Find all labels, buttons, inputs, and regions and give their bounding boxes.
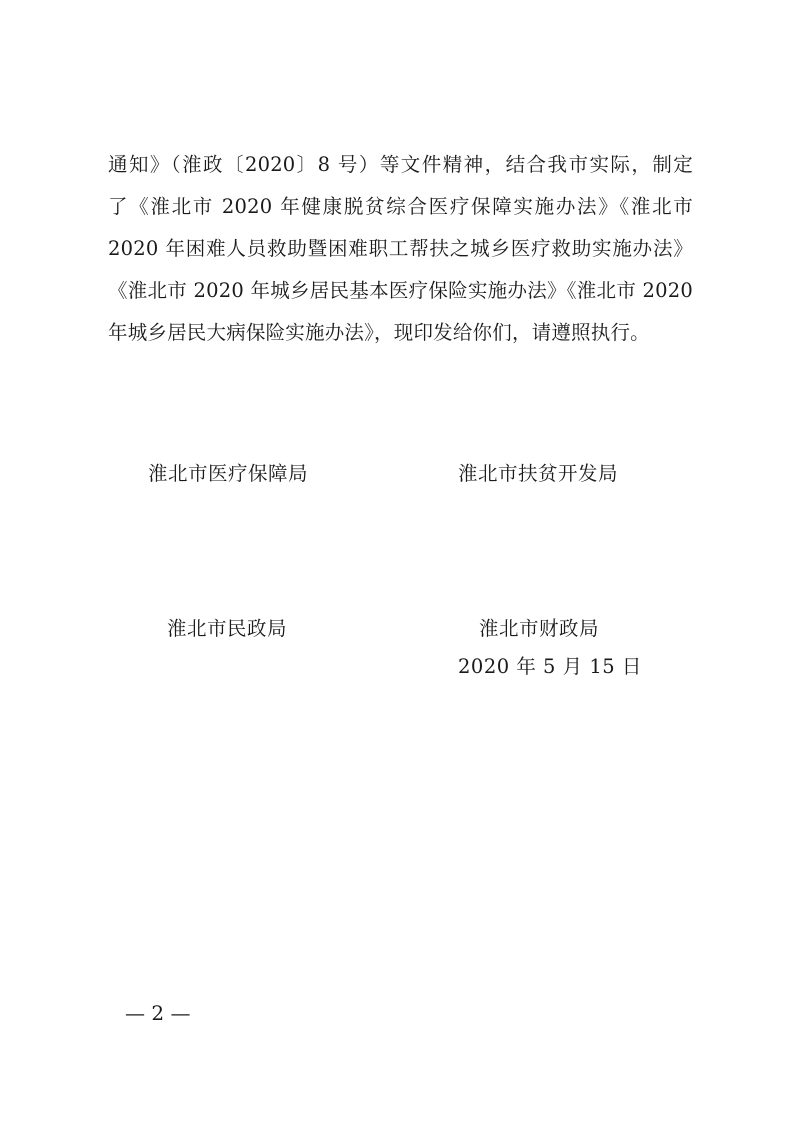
body-paragraph [108,144,693,354]
signatory-civil-affairs-bureau: 淮北市民政局 [167,617,288,640]
body-line: 通知》（淮政〔2020〕8 号）等文件精神，结合我市实际，制定 [108,153,693,176]
issue-date: 2020 年 5 月 15 日 [458,655,642,678]
body-line: 了《淮北市 2020 年健康脱贫综合医疗保障实施办法》《淮北市 [108,195,693,218]
page-number: — 2 — [125,1001,191,1025]
body-line: 《淮北市 2020 年城乡居民基本医疗保险实施办法》《淮北市 2020 [108,279,693,302]
signatory-poverty-alleviation-bureau: 淮北市扶贫开发局 [458,462,619,485]
signatory-medical-security-bureau: 淮北市医疗保障局 [148,462,309,485]
body-line: 年城乡居民大病保险实施办法》，现印发给你们，请遵照执行。 [108,321,650,344]
signatory-finance-bureau: 淮北市财政局 [479,617,600,640]
body-line: 2020 年困难人员救助暨困难职工帮扶之城乡医疗救助实施办法》 [108,237,693,260]
